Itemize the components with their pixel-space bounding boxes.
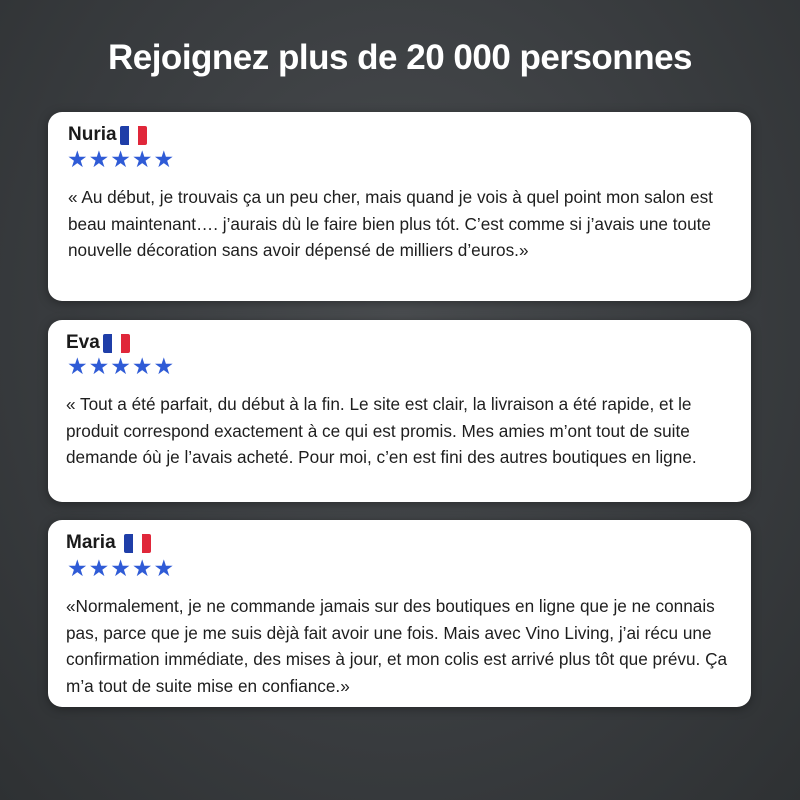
france-flag-icon (103, 334, 130, 353)
reviewer-name: Maria (66, 532, 116, 553)
review-card (48, 520, 751, 707)
review-text: « Au début, je trouvais ça un peu cher, mais quand je vois à quel point mon salon est beau maintenant…. j’aurais dù le faire bien plus tót. C’est comme si j’avais une toute nouvelle décoration sans avoir dépensé de milliers d’euros.» (68, 187, 713, 260)
review-text: «Normalement, je ne commande jamais sur des boutiques en ligne que je ne connais pas, parce que je me suis dèjà fait avoir une fois. Mais avec Vino Living, j’ai récu une confirmation immédiate, des mises à jour, et mon colis est arrivé plus tôt que prévu. Ça m’a tout de suite mise en confiance.» (66, 596, 728, 696)
reviewer-header (66, 332, 130, 354)
review-card (48, 320, 751, 502)
reviewer-header (66, 532, 151, 554)
france-flag-icon (120, 126, 147, 145)
star-rating: ★★★★★ (67, 555, 176, 581)
reviewer-name: Eva (66, 332, 100, 353)
page-title: Rejoignez plus de 20 000 personnes (107, 38, 693, 77)
star-rating: ★★★★★ (67, 353, 176, 379)
reviewer-header (68, 124, 147, 146)
star-rating: ★★★★★ (67, 146, 176, 172)
review-card (48, 112, 751, 301)
france-flag-icon (124, 534, 151, 553)
reviewer-name: Nuria (68, 124, 117, 145)
review-text: « Tout a été parfait, du début à la fin. Le site est clair, la livraison a été rapide, et le produit correspond exactement à ce qui est promis. Mes amies m’ont tout de suite demande óù je l’avais acheté. Pour moi, c’en est fini des autres boutiques en ligne. (66, 394, 697, 467)
